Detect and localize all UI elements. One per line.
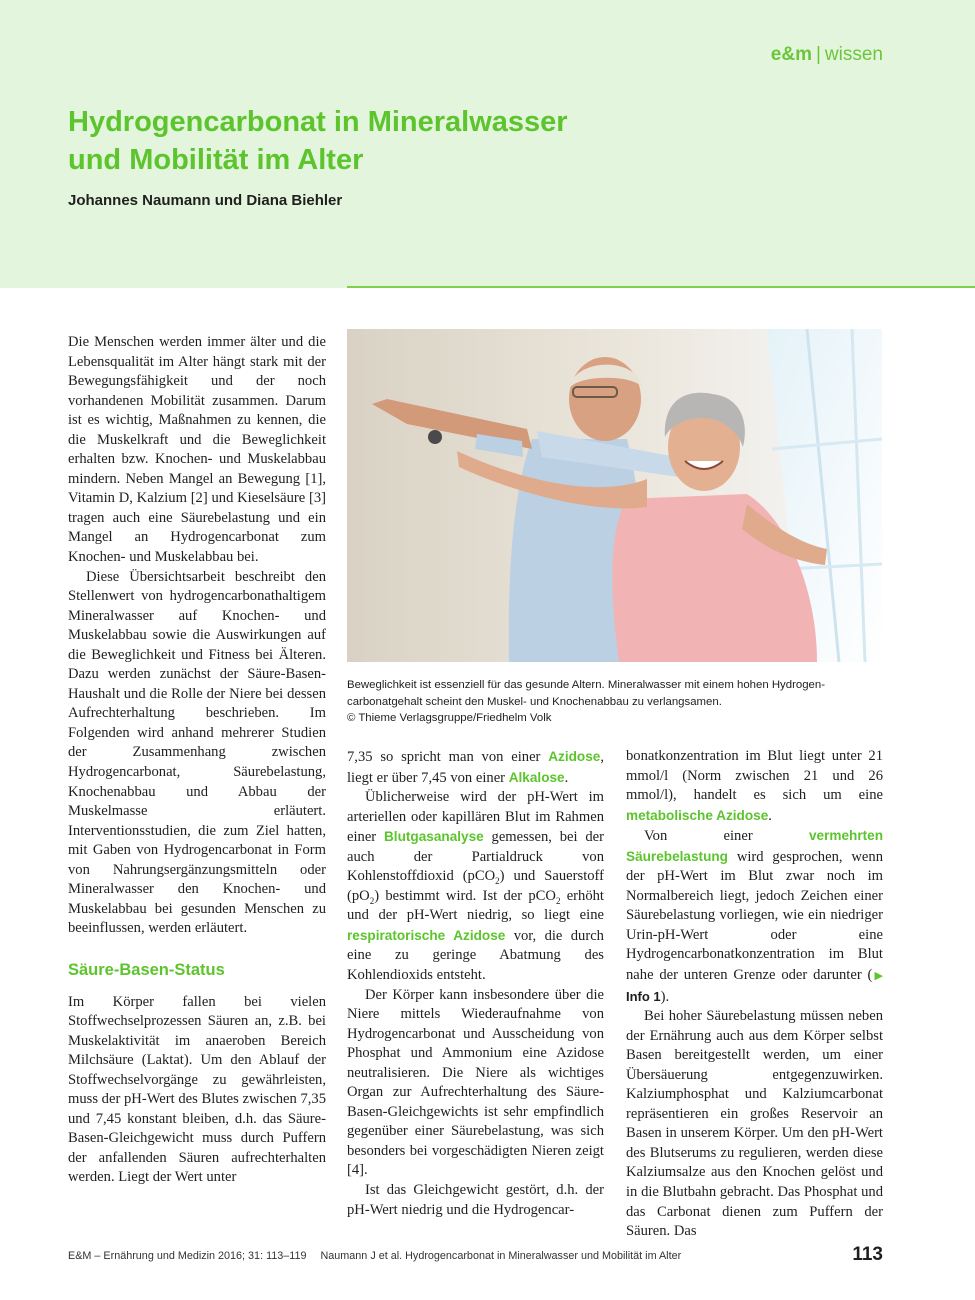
text-run: gemessen, bei der auch der Partialdruck von Kohlenstoffdioxid (pCO	[347, 829, 604, 885]
arrow-right-icon: ▶	[872, 970, 883, 983]
subscript: 2	[555, 895, 561, 906]
keyword-azidose: Azidose	[548, 749, 601, 764]
section-separator: |	[815, 44, 821, 65]
authors: Johannes Naumann und Diana Biehler	[68, 192, 343, 209]
article-title	[68, 103, 708, 179]
footer-citation	[68, 1250, 681, 1262]
subscript: 2	[495, 876, 500, 887]
paragraph	[347, 788, 604, 985]
text-run: 7,35 so spricht man von einer	[347, 749, 549, 765]
text-run: ) bestimmt wird. Ist der pCO	[374, 887, 556, 904]
text-run: erhöht und der pH-Wert niedrig, so liegt eine	[347, 887, 604, 924]
caption-line-1: Beweglichkeit ist essenziell für das gesunde Altern. Mineralwasser mit einem hohen Hydrogen-	[347, 679, 826, 691]
title-line-1: Hydrogencarbonat in Mineralwasser	[68, 106, 568, 138]
info-box-link[interactable]: Info 1	[626, 988, 661, 1004]
text-run: , liegt er über 7,45 von einer	[347, 749, 604, 786]
section-heading: Säure-Basen-Status	[68, 960, 225, 979]
paragraph: Diese Übersichtsarbeit beschreibt den Stellenwert von hydrogencarbonathaltigem Mineralwasser auf Knochen- und Muskelabbau sowie die Auswirkungen auf die Beweglichkeit und Fitness bei Älteren. Dazu werden zunächst der Säure-Basen-Haushalt und die Rolle der Niere bei dessen Aufrechterhaltung beschrieben. Im Folgenden wird anhand mehrerer Studien der Zusammenhang zwischen Hydrogencarbonat, Säurebelastung, Knochenabbau und Abbau der Muskelmasse erläutert. Interventionsstudien, die zum Ziel hatten, mit Gaben von Hydrogencarbonat in Form von Nahrungsergänzungsmitteln oder Mineralwasser den Knochen- und Muskelabbau bei gesunden Menschen zu beeinflussen, werden erläutert.	[68, 568, 326, 937]
subscript: 2	[369, 895, 375, 906]
paragraph: Im Körper fallen bei vielen Stoffwechselprozessen Säuren an, z.B. bei Muskelaktivität im anaeroben Bereich Milchsäure (Laktat). Um den Ablauf der Stoffwechselvorgänge zu gewährleisten, muss der pH-Wert des Blutes zwischen 7,35 und 7,45 konstant bleiben, d.h. das Säure-Basen-Gleichgewicht muss durch Puffern der anfallenden Säuren aufrechterhalten werden. Liegt der Wert unter	[68, 993, 326, 1186]
header-rule	[347, 286, 975, 288]
article-photo	[347, 329, 882, 662]
keyword-vermehrte-saeurebelastung: vermehrten Säurebelastung	[626, 828, 883, 864]
text-run: wird gesprochen, wenn der pH-Wert im Blut zwar noch im Normalbereich liegt, jedoch Zeichen einer Säurebelastung vorliegen, wie ein niedriger Urin-pH-Wert oder eine Hydrogencarbonatkonzentration im Blut nahe der unteren Grenze oder darunter (	[626, 848, 883, 984]
journal-reference: E&M – Ernährung und Medizin 2016; 31: 113–119	[68, 1250, 307, 1262]
title-line-2: und Mobilität im Alter	[68, 144, 364, 176]
text-run: .	[564, 769, 569, 786]
text-run: vor, die durch eine zu geringe Abatmung des Kohlendioxids entsteht.	[347, 927, 604, 984]
column-3	[626, 747, 883, 1242]
photo-credit: © Thieme Verlagsgruppe/Friedhelm Volk	[347, 712, 552, 724]
article-citation: Naumann J et al. Hydrogencarbonat in Mineralwasser und Mobilität im Alter	[320, 1250, 682, 1262]
text-run: .	[768, 807, 772, 824]
text-run: Von einer	[644, 828, 809, 845]
photo-illustration	[347, 329, 882, 662]
text-run: Üblicherweise wird der pH-Wert im arteriellen oder kapillären Blut im Rahmen einer	[347, 789, 604, 846]
text-run: bonatkonzentration im Blut liegt unter 21 mmol/l (Norm zwischen 21 und 26 mmol/l), handelt es sich um eine	[626, 748, 883, 804]
keyword-blutgasanalyse: Blutgasanalyse	[383, 829, 484, 845]
keyword-respiratorische-azidose: respiratorische Azidose	[347, 927, 506, 943]
caption-line-2: carbonatgehalt scheint den Muskel- und Knochenabbau zu verlangsamen.	[347, 695, 722, 708]
keyword-alkalose: Alkalose	[508, 769, 565, 785]
figure-caption	[347, 677, 882, 727]
section-label: wissen	[824, 44, 883, 65]
brand-label: e&m	[770, 44, 812, 65]
paragraph	[626, 826, 883, 1007]
paragraph: Die Menschen werden immer älter und die Lebensqualität im Alter hängt stark mit der Bewegungsfähigkeit und der noch vorhandenen Mobilität zusammen. Darum ist es wichtig, Maßnahmen zu kennen, die die Muskelkraft und die Beweglichkeit erhalten bzw. Knochen- und Muskelabbau mindern. Neben Mangel an Bewegung [1], Vitamin D, Kalzium [2] und Kieselsäure [3] tragen auch eine Säurebelastung und ein Mangel an Hydrogencarbonat zum Knochen- und Muskelabbau bei.	[68, 334, 326, 566]
paragraph	[626, 747, 883, 826]
keyword-metabolische-azidose: metabolische Azidose	[626, 807, 769, 823]
paragraph	[347, 747, 604, 788]
section-tag	[771, 44, 883, 66]
column-1	[68, 333, 326, 1188]
column-2	[347, 747, 604, 1220]
page-number: 113	[852, 1244, 883, 1265]
paragraph: Bei hoher Säurebelastung müssen neben der Ernährung auch aus dem Körper selbst Basen bereitgestellt werden, um einer Übersäuerung entgegenzuwirken. Kalziumphosphat und Kalziumcarbonat repräsentieren ein großes Reservoir an Basen in unserem Körper. Um den pH-Wert des Blutserums zu regulieren, werden diese Kalziumsalze aus den Knochen gelöst und in die Blutbahn gebracht. Das Phosphat und das Carbonat dienen zum Puffern der Säuren. Das	[626, 1008, 883, 1240]
text-run: ) und Sauerstoff (pO	[347, 868, 605, 904]
paragraph: Ist das Gleichgewicht gestört, d.h. der pH-Wert niedrig und die Hydrogencar-	[347, 1182, 604, 1218]
text-run: ).	[660, 988, 670, 1005]
paragraph: Der Körper kann insbesondere über die Niere mittels Wiederaufnahme von Hydrogencarbonat und Ausscheidung von Phosphat und Ammonium eine Azidose neutralisieren. Die Niere als wichtiges Organ zur Aufrechterhaltung des Säure-Basen-Gleichgewichts ist sehr empfindlich gegenüber einer Säurebelastung, was sich besonders bei vorgeschädigten Nieren zeigt [4].	[347, 986, 604, 1179]
